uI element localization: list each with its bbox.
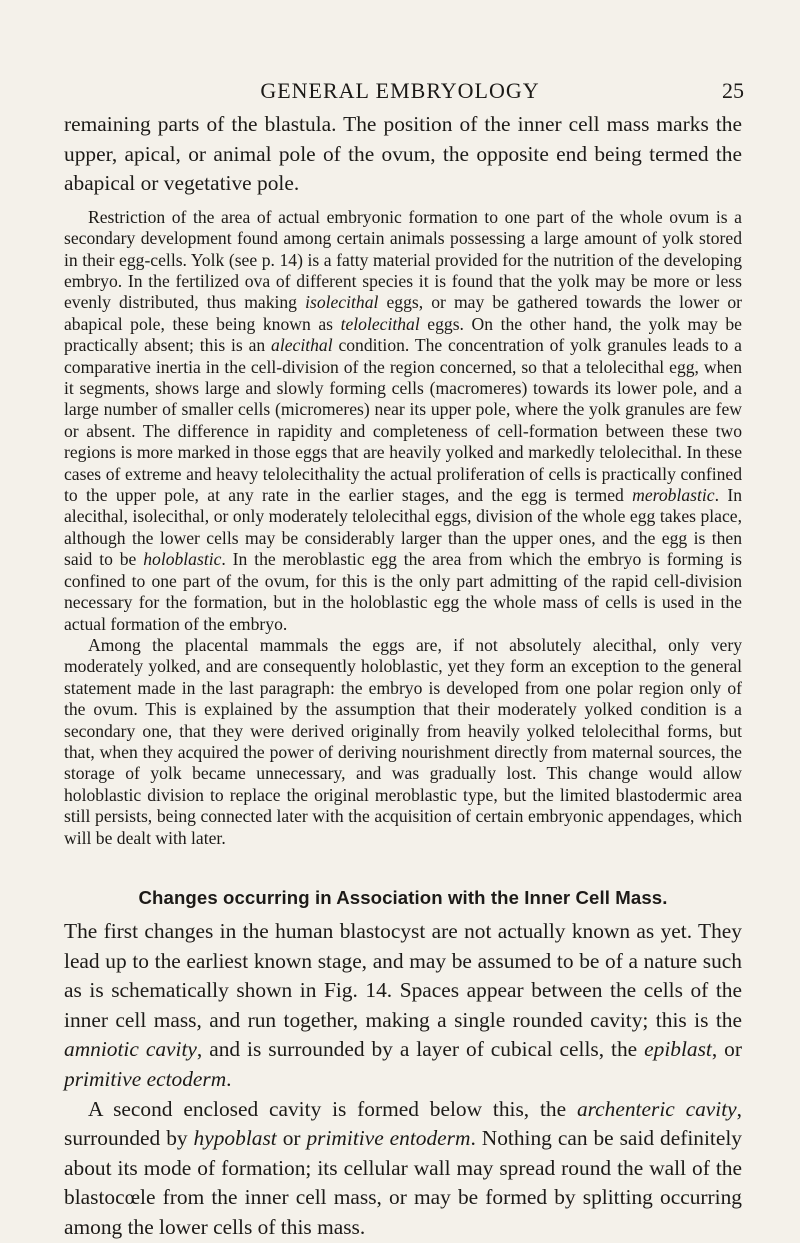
term-holoblastic: holoblastic [143,549,222,570]
term-primitive-entoderm: primitive entoderm [306,1126,471,1151]
term-archenteric-cavity: archenteric cavity [576,1096,737,1121]
page-number: 25 [722,78,744,103]
text-run: condition. The concentration of yolk granules leads to a comparative inertia in the cell-division of the region concerned, so that a telolecithal egg, when it segments, shows large and slowly forming cells (macromeres) towards its lower pole, and a large number of smaller cells (micromeres) near its upper pole, where the yolk granules are few or absent. The difference in rapidity and completeness of cell-formation between these two regions is more marked in those eggs that are heavily yolked and markedly telolecithal. In these cases of extreme and heavy telolecithality the actual proliferation of cells is practically confined to the upper pole, at any rate in the earlier stages, and the egg is termed [64,335,742,506]
text-run: eggs. On the other hand, the yolk may be practically absent; this is an [64,313,742,356]
text-run: , and is surrounded by a layer of cubical cells, the [196,1037,645,1062]
text-run: . In the meroblastic egg the area from which the embryo is forming is confined to one part of the ovum, for this is the only part admitting of the rapid cell-division necessary for the formation, but in the holoblastic egg the whole mass of cells is used in the actual formation of the embryo. [64,549,742,634]
text-run: , or [711,1037,743,1062]
paragraph-yolk-distribution [64,207,742,635]
text-run: . Nothing can be said definitely about its mode of formation; its cellular wall may spread round the wall of the blastocœle from the inner cell mass, or may be formed by splitting occurring among the lower cells of this mass. [64,1126,742,1239]
text-run: A second enclosed cavity is formed below this, the [88,1096,577,1121]
page-body [64,110,742,1243]
text-run: , surrounded by [64,1096,743,1151]
text-run: . In alecithal, isolecithal, or only moderately telolecithal eggs, division of the whole egg takes place, although the lower cells may be considerably larger than the upper ones, and the egg is then said to be [64,485,742,570]
term-meroblastic: meroblastic [632,485,715,506]
text-run: or [276,1126,307,1151]
paragraph-placental-mammals: Among the placental mammals the eggs are, if not absolutely alecithal, only very moderately yolked, and are consequently holoblastic, yet they form an exception to the general statement made in the last paragraph: the embryo is developed from one polar region only of the ovum. This is explained by the assumption that their moderately yolked condition is a secondary one, that they were derived originally from heavily yolked telolecithal forms, but that, when they acquired the power of deriving nourishment directly from maternal sources, the storage of yolk became unnecessary, and was gradually lost. This change would allow holoblastic division to replace the original meroblastic type, but the limited blastodermic area still persists, being connected later with the acquisition of certain embryonic appendages, which will be dealt with later. [64,634,742,848]
term-primitive-ectoderm: primitive ectoderm [64,1066,227,1091]
paragraph-blastula-poles: remaining parts of the blastula. The position of the inner cell mass marks the upper, apical, or animal pole of the ovum, the opposite end being termed the abapical or vegetative pole. [64,112,742,196]
term-telolecithal: telolecithal [340,313,420,334]
page-header [0,76,800,106]
section-heading: Changes occurring in Association with the Inner Cell Mass. [138,886,668,908]
term-alecithal: alecithal [271,335,333,356]
paragraph-archenteric-cavity [64,1095,742,1243]
term-epiblast: epiblast [644,1037,712,1062]
term-hypoblast: hypoblast [193,1126,277,1151]
term-amniotic-cavity: amniotic cavity [64,1037,197,1062]
running-head: GENERAL EMBRYOLOGY [260,78,540,103]
text-run: . [226,1066,232,1091]
term-isolecithal: isolecithal [305,292,379,313]
text-run: eggs, or may be gathered towards the lower or abapical pole, these being known as [64,292,742,334]
text-run: Restriction of the area of actual embryonic formation to one part of the whole ovum is a secondary development found among certain animals possessing a large amount of yolk stored in their egg-cells. Yolk (see p. 14) is a fatty material provided for the nutrition of the developing embryo. In the fertilized ova of different species it is found that the yolk may be more or less evenly distributed, thus making [64,206,742,313]
text-run: The first changes in the human blastocyst are not actually known as yet. They lead up to the earliest known stage, and may be assumed to be of a nature such as is schematically shown in Fig. 14. Spaces appear between the cells of the inner cell mass, and run together, making a single rounded cavity; this is the [64,918,742,1032]
paragraph-amniotic-cavity [64,917,742,1095]
